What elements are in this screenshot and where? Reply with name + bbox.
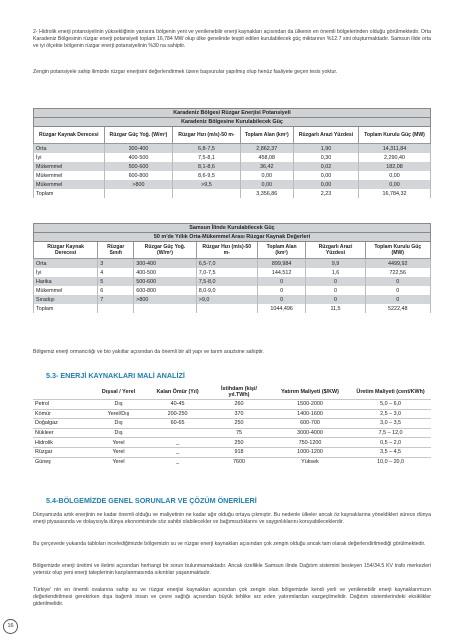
table-cell: Mükemmel — [34, 162, 105, 171]
table-cell: 3000-4000 — [270, 428, 350, 438]
table-row — [33, 428, 431, 438]
table-row — [34, 286, 431, 295]
table-cell: 1,90 — [294, 144, 359, 154]
table-cell: 899,984 — [257, 259, 306, 269]
body-paragraph-3: Bölgemizde enerji üretimi ve iletimi açısından herhangi bir sorun bulunmamaktadır. Ancak özellikle Samsun ilinde Dağıtım sistemini besleyen 154/34.5 KV trafo merkezleri yetersiz olup yeni enerji taleplerinin karşılanmasında sıkıntılar yaşanmaktadır. — [33, 563, 431, 576]
table-cell: 1500-2000 — [270, 400, 350, 410]
body-paragraph-1: Dünyamızda artık enerjinin ne kadar önemli olduğu ve maliyetinin ne kadar ağır olduğu ortaya çıkmıştır. Bu nedenle ülkeler ancak öz kaynaklarına yöneldikleri sürece dünya enerji piyasasında ve dolayısıyla dünya ekonomisinde söz sahibi olabilecekler ve bağımsızlıklarını ve saygınlıklarını koruyabileceklerdir. — [33, 512, 431, 525]
table-cell: Petrol — [33, 400, 90, 410]
table-cell: 600-800 — [104, 171, 173, 180]
table2-subtitle: 50 m'de Yıllık Orta-Mükemmel Arası Rüzgar Kaynak Değerleri — [34, 233, 431, 242]
table-row — [34, 189, 431, 198]
table-cell: 8,6-9,5 — [173, 171, 240, 180]
intro-paragraph-2: Zengin potansiyele sahip ilimizde rüzgar enerjisini değerlendirmek üzere başvurular yapılmış olup henüz faaliyete geçen tesis yoktur. — [33, 69, 338, 75]
table-cell: 0,00 — [358, 171, 430, 180]
table-cell: Orta — [34, 259, 98, 269]
table2-header: Rüzgar Sınıfı — [98, 242, 134, 259]
table-cell: 3,356,86 — [240, 189, 294, 198]
table-cell: 3,5 – 4,5 — [350, 447, 431, 457]
table-cell: 0 — [365, 295, 430, 304]
table-cell: Nükleer — [33, 428, 90, 438]
table-cell: 260 — [208, 400, 270, 410]
table-cell: 7600 — [208, 457, 270, 466]
table-cell: 7,5-8,1 — [173, 153, 240, 162]
table-cell: İyi — [34, 268, 98, 277]
table-row — [34, 153, 431, 162]
table-cell: Güneş — [33, 457, 90, 466]
table1-header: Rüzgar Hızı (m/s)-50 m- — [173, 127, 240, 144]
table-cell: 7,0-7,5 — [196, 268, 257, 277]
table-row — [34, 259, 431, 269]
table-cell: Yerel — [90, 447, 147, 457]
table-cell: 4 — [98, 268, 134, 277]
table-cell: 500-600 — [104, 162, 173, 171]
table-cell: Dış — [90, 400, 147, 410]
table-cell: 500-600 — [134, 277, 197, 286]
energy-cost-table — [33, 385, 431, 466]
table2-header: Rüzgar Güç Yoğ. (W/m²) — [134, 242, 197, 259]
table-cell: 10,0 – 20,0 — [350, 457, 431, 466]
table-row — [33, 419, 431, 429]
table2-header: Rüzgarlı Arazi Yüzdesi — [306, 242, 365, 259]
table-cell: Orta — [34, 144, 105, 154]
table-cell: 600-700 — [270, 419, 350, 429]
table-row — [33, 447, 431, 457]
table2-header: Rüzgar Kaynak Derecesi — [34, 242, 98, 259]
table-cell: Mükemmel — [34, 171, 105, 180]
table-row — [33, 457, 431, 466]
table1-header: Rüzgar Güç Yoğ. (W/m²) — [104, 127, 173, 144]
table2-header-row — [34, 242, 431, 259]
table-cell: 0,00 — [294, 180, 359, 189]
table-cell: 250 — [208, 419, 270, 429]
table-cell — [147, 428, 208, 438]
table-cell: Yüksek — [270, 457, 350, 466]
table1-header: Toplam Alan (km²) — [240, 127, 294, 144]
table-cell: 0 — [257, 286, 306, 295]
table2-header: Toplam Alan (km²) — [257, 242, 306, 259]
table-cell: 0 — [306, 295, 365, 304]
table1-subtitle: Karadeniz Bölgesine Kurulabilecek Güç — [34, 118, 431, 127]
table2-header: Rüzgar Hızı (m/s)-50 m- — [196, 242, 257, 259]
table3-header: Kalan Ömür (Yıl) — [156, 389, 199, 395]
table-cell: 7 — [98, 295, 134, 304]
table-cell — [98, 304, 134, 313]
table-cell: 300-400 — [134, 259, 197, 269]
table-row — [34, 171, 431, 180]
table-cell: Dış — [90, 419, 147, 429]
table-cell: Yerel — [90, 457, 147, 466]
table-cell: Harika — [34, 277, 98, 286]
table-row — [33, 438, 431, 448]
table-cell: 9,9 — [306, 259, 365, 269]
table-cell: 11,5 — [306, 304, 365, 313]
table1-title: Karadeniz Bölgesi Rüzgar Enerjisi Potansiyeli — [34, 109, 431, 118]
table-cell: 182,08 — [358, 162, 430, 171]
table-cell: 5,0 – 6,0 — [350, 400, 431, 410]
table1-header: Rüzgar Kaynak Derecesi — [34, 127, 105, 144]
table-cell — [173, 189, 240, 198]
table3-header: Yatırım Maliyeti ($/KW) — [281, 389, 339, 395]
section-heading-financial: 5.3- ENERJİ KAYNAKLARI MALİ ANALİZİ — [46, 371, 185, 380]
table-cell: Mükemmel — [34, 180, 105, 189]
table-cell: 6,8-7,5 — [173, 144, 240, 154]
table-cell: 60-65 — [147, 419, 208, 429]
table-row — [34, 268, 431, 277]
table-cell: Mükemmel — [34, 286, 98, 295]
section-heading-problems: 5.4-BÖLGEMİZDE GENEL SORUNLAR VE ÇÖZÜM ÖNERİLERİ — [46, 496, 257, 505]
table-cell: 8,1-8,6 — [173, 162, 240, 171]
table-cell — [134, 304, 197, 313]
table-cell: 0,00 — [240, 180, 294, 189]
table2-title: Samsun İlinde Kurulabilecek Güç — [34, 224, 431, 233]
table-row — [34, 304, 431, 313]
body-paragraph-4: Türkiye' nin en önemli ovalarına sahip su ve rüzgar enerjisi kaynakları açısından çok zengin olan bölgemizde kendi yerli ve yenilenebilir enerji kaynaklarımızın değerlendirilmesi gerekirken dışa bağımlı insan ve çevre sağlığı açısından büyük tehlike arz eden yatırımlardan vazgeçilmelidir. Dağıtım sistemlerindeki eksiklikler giderilmelidir. — [33, 587, 431, 607]
table-cell: Hidrolik — [33, 438, 90, 448]
table-cell: 0 — [306, 277, 365, 286]
table-cell — [196, 304, 257, 313]
table-cell: Toplam — [34, 189, 105, 198]
table-cell: 2,5 – 3,0 — [350, 409, 431, 419]
table-cell: Toplam — [34, 304, 98, 313]
table-cell: 3,0 – 3,5 — [350, 419, 431, 429]
table1-header-row — [34, 127, 431, 144]
table-cell: Yerel — [90, 438, 147, 448]
table-cell: 8,0-9,0 — [196, 286, 257, 295]
table-cell: 7,5-8,0 — [196, 277, 257, 286]
table-cell: 14,311,84 — [358, 144, 430, 154]
table-cell: 0 — [365, 277, 430, 286]
table1-header: Rüzgarlı Arazi Yüzdesi — [294, 127, 359, 144]
table-cell: 722,56 — [365, 268, 430, 277]
table-cell: 400-500 — [104, 153, 173, 162]
table-row — [34, 180, 431, 189]
table-cell: 0,00 — [294, 171, 359, 180]
table-cell: _ — [147, 457, 208, 466]
table-cell: 600-800 — [134, 286, 197, 295]
table-cell: 0,5 – 2,0 — [350, 438, 431, 448]
table-cell: 6 — [98, 286, 134, 295]
table-cell: 16,784,32 — [358, 189, 430, 198]
table-cell: 2,23 — [294, 189, 359, 198]
table-cell: 6,5-7,0 — [196, 259, 257, 269]
table3-header-row — [33, 385, 431, 400]
table-cell: 0,00 — [240, 171, 294, 180]
table-cell: 400-500 — [134, 268, 197, 277]
table-cell: 5 — [98, 277, 134, 286]
table-row — [34, 277, 431, 286]
table-cell: 0,02 — [294, 162, 359, 171]
table-cell: Sıradışı — [34, 295, 98, 304]
table-cell: 370 — [208, 409, 270, 419]
table-cell: 458,08 — [240, 153, 294, 162]
table-cell: 40-45 — [147, 400, 208, 410]
page-number: 16 — [3, 619, 18, 634]
table-cell: 250 — [208, 438, 270, 448]
table-cell: >800 — [104, 180, 173, 189]
table1-header: Toplam Kurulu Güç (MW) — [358, 127, 430, 144]
table3-header — [33, 385, 90, 400]
table-row — [33, 400, 431, 410]
table-row — [34, 144, 431, 154]
table-row — [33, 409, 431, 419]
table-cell: 3 — [98, 259, 134, 269]
table-cell: _ — [147, 438, 208, 448]
table2-header: Toplam Kurulu Güç (MW) — [365, 242, 430, 259]
table-cell: 2,290,40 — [358, 153, 430, 162]
table-cell: 0 — [365, 286, 430, 295]
table-cell: 750-1200 — [270, 438, 350, 448]
table-cell: 0,30 — [294, 153, 359, 162]
table-cell: Dış — [90, 428, 147, 438]
table-cell: 1044,496 — [257, 304, 306, 313]
table-cell: 0,00 — [358, 180, 430, 189]
table-cell: 0 — [306, 286, 365, 295]
table-cell: 918 — [208, 447, 270, 457]
table-row — [34, 295, 431, 304]
table-cell: 2,862,37 — [240, 144, 294, 154]
table-cell: 36,42 — [240, 162, 294, 171]
table-cell: Doğalgaz — [33, 419, 90, 429]
table-cell: 1000-1200 — [270, 447, 350, 457]
table-cell: Kömür — [33, 409, 90, 419]
table-cell: 4499,92 — [365, 259, 430, 269]
table-cell: 7,5 – 12,0 — [350, 428, 431, 438]
table-cell: 5222,48 — [365, 304, 430, 313]
table-cell: 300-400 — [104, 144, 173, 154]
table-cell: İyi — [34, 153, 105, 162]
table-cell: 1,6 — [306, 268, 365, 277]
table-cell — [104, 189, 173, 198]
karadeniz-wind-table — [33, 108, 431, 198]
table-cell: 0 — [257, 277, 306, 286]
table-cell: 200-250 — [147, 409, 208, 419]
table-cell: Rüzgar — [33, 447, 90, 457]
body-paragraph-2: Bu çerçevede yukarıda tabloları incelediğimizde bölgemizin su ve rüzgar enerji kaynakları açısından çok zengin olduğu ancak tam olarak değerlendirilmediği görülmektedir. — [33, 541, 426, 547]
table3-header: Üretim Maliyeti (cent/KWh) — [356, 389, 425, 395]
samsun-wind-table — [33, 223, 431, 313]
table-cell: Yerel/Dış — [90, 409, 147, 419]
table-cell: >9,5 — [173, 180, 240, 189]
intro-paragraph-1: 2- Hidrolik enerji potansiyelinin yüksekliğinin yanısıra bölgenin yeni ve yenilenebilir enerji kaynakları açısından da ülkenin en önemli bölgelerinden olduğu görülmektedir. Orta Karadeniz Bölgesinin rüzgar enerji potansiyeli toplam 16,784 MW olup ülke genelinde tespit edilen kurulabilecek güç miktarının %12.7 sini oluşturmaktadır. Samsun ilide orta ve iyi ölçekte bölgenin rüzgar enerji potansiyelinin %30 na sahiptir. — [33, 29, 431, 49]
table-cell: 0 — [257, 295, 306, 304]
table-cell: 1400-1600 — [270, 409, 350, 419]
table-cell: _ — [147, 447, 208, 457]
table-row — [34, 162, 431, 171]
table3-header: İstihdam (kişi/ yıl.TWh) — [221, 386, 257, 398]
table-cell: >9,0 — [196, 295, 257, 304]
table3-header: Dışsal / Yerel — [101, 389, 136, 395]
table-cell: >800 — [134, 295, 197, 304]
table-cell: 144,512 — [257, 268, 306, 277]
after-table-paragraph: Bölgemiz enerji ormancılığı ve bio yakıtlar açısından da önemli bir alt yapı ve tarım arazisine sahiptir. — [33, 349, 264, 355]
table-cell: 75 — [208, 428, 270, 438]
